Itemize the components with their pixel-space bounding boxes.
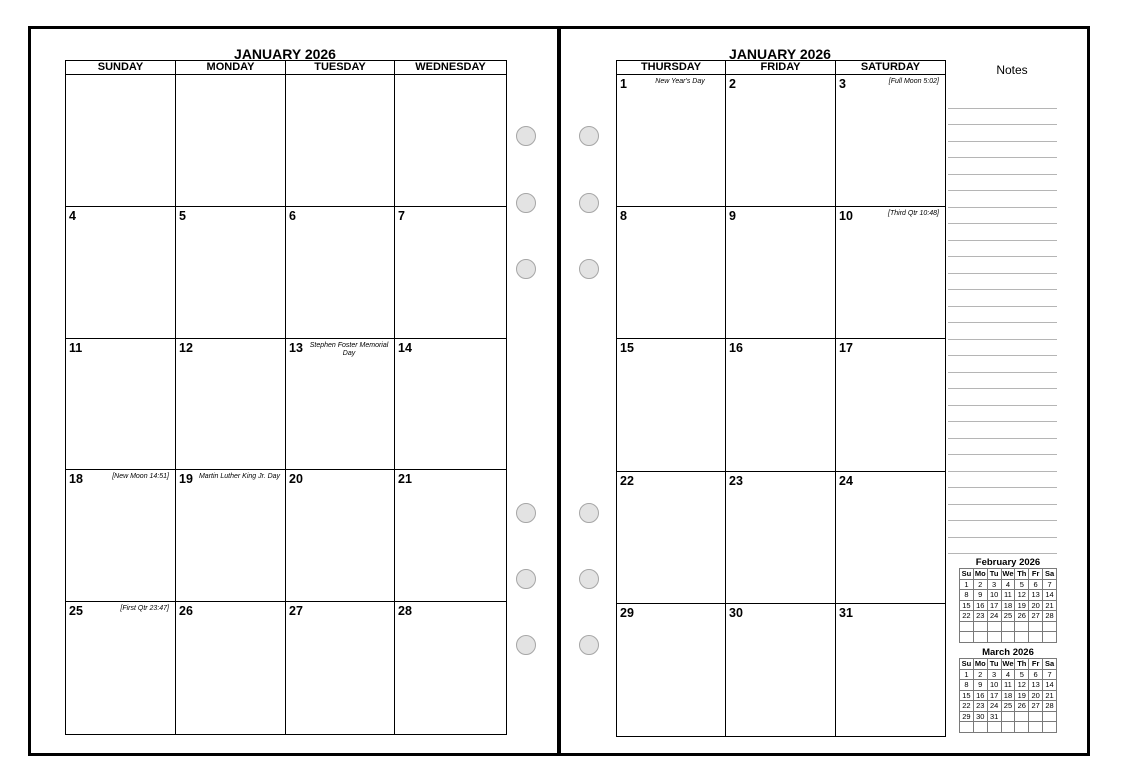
- notes-line[interactable]: [948, 158, 1057, 175]
- notes-lines: [948, 92, 1057, 554]
- notes-line[interactable]: [948, 241, 1057, 258]
- day-cell[interactable]: [726, 207, 836, 339]
- mini-day: 12: [1015, 680, 1029, 691]
- day-cell[interactable]: [66, 75, 176, 207]
- binder-hole: [579, 193, 599, 213]
- day-cell[interactable]: [286, 207, 395, 339]
- mini-weekday: Th: [1015, 569, 1029, 580]
- day-number: 21: [398, 472, 412, 487]
- day-number: 20: [289, 472, 303, 487]
- day-cell[interactable]: [176, 470, 286, 602]
- day-cell[interactable]: [395, 75, 506, 207]
- mini-day: 6: [1029, 669, 1043, 680]
- mini-day: 12: [1015, 590, 1029, 601]
- calendar-grid: [65, 60, 507, 735]
- notes-line[interactable]: [948, 521, 1057, 538]
- day-cell[interactable]: [395, 339, 506, 471]
- mini-day: 29: [960, 711, 974, 722]
- moon-phase-note: [Full Moon 5:02]: [888, 78, 939, 85]
- mini-day: 22: [960, 611, 974, 622]
- mini-day: 18: [1001, 600, 1015, 611]
- mini-day: 13: [1029, 590, 1043, 601]
- month-title: JANUARY 2026: [729, 46, 831, 62]
- notes-line[interactable]: [948, 455, 1057, 472]
- mini-day: 23: [973, 701, 987, 712]
- mini-calendar-title: February 2026: [975, 557, 1041, 568]
- day-number: 30: [729, 605, 743, 620]
- day-number: 15: [620, 341, 634, 356]
- mini-day: [973, 621, 987, 632]
- mini-day: [1001, 711, 1015, 722]
- day-number: 26: [179, 604, 193, 619]
- mini-day: 26: [1015, 701, 1029, 712]
- mini-day: 10: [987, 680, 1001, 691]
- mini-day: 21: [1043, 600, 1057, 611]
- day-number: 19: [179, 472, 193, 487]
- day-cell[interactable]: [617, 339, 726, 471]
- notes-line[interactable]: [948, 356, 1057, 373]
- mini-day: 22: [960, 701, 974, 712]
- notes-line[interactable]: [948, 389, 1057, 406]
- binder-hole: [516, 193, 536, 213]
- mini-day: 27: [1029, 701, 1043, 712]
- notes-line[interactable]: [948, 142, 1057, 159]
- day-header: MONDAY: [176, 61, 286, 75]
- day-cell[interactable]: [395, 602, 506, 734]
- mini-day: 1: [960, 579, 974, 590]
- day-cell[interactable]: [617, 75, 726, 207]
- day-cell[interactable]: [726, 339, 836, 471]
- notes-title: Notes: [996, 63, 1028, 77]
- mini-day: [1043, 632, 1057, 643]
- mini-day: 24: [987, 611, 1001, 622]
- day-cell[interactable]: [836, 207, 945, 339]
- day-number: 3: [839, 77, 846, 91]
- notes-line[interactable]: [948, 92, 1057, 109]
- day-number: 9: [729, 209, 736, 224]
- day-cell[interactable]: [66, 602, 176, 734]
- day-header: SATURDAY: [836, 61, 945, 75]
- mini-day: 5: [1015, 669, 1029, 680]
- mini-day: 13: [1029, 680, 1043, 691]
- mini-day: [1015, 722, 1029, 733]
- mini-calendar-table: [959, 658, 1057, 733]
- day-cell[interactable]: [617, 604, 726, 736]
- binder-hole: [579, 259, 599, 279]
- notes-line[interactable]: [948, 422, 1057, 439]
- holiday-label: New Year's Day: [655, 78, 705, 85]
- notes-line[interactable]: [948, 307, 1057, 324]
- day-number: 4: [69, 208, 76, 223]
- day-cell[interactable]: [176, 339, 286, 471]
- mini-day: 14: [1043, 590, 1057, 601]
- day-number: 14: [398, 340, 412, 355]
- holiday-label: Stephen Foster Memorial Day: [309, 341, 389, 357]
- mini-day: [1015, 632, 1029, 643]
- day-cell[interactable]: [617, 207, 726, 339]
- mini-day: 3: [987, 669, 1001, 680]
- mini-day: 19: [1015, 690, 1029, 701]
- mini-day: 15: [960, 600, 974, 611]
- mini-day: [1043, 711, 1057, 722]
- mini-calendar-title: March 2026: [982, 647, 1034, 658]
- mini-day: 25: [1001, 701, 1015, 712]
- mini-calendar-table: [959, 568, 1057, 643]
- binder-hole: [516, 635, 536, 655]
- mini-weekday: Sa: [1043, 569, 1057, 580]
- mini-day: [1043, 621, 1057, 632]
- holiday-label: Martin Luther King Jr. Day: [198, 473, 281, 481]
- day-cell[interactable]: [286, 75, 395, 207]
- mini-day: [1029, 711, 1043, 722]
- day-number: 24: [839, 473, 853, 488]
- mini-day: [987, 722, 1001, 733]
- binder-hole: [516, 569, 536, 589]
- notes-line[interactable]: [948, 439, 1057, 456]
- day-number: 10: [839, 209, 853, 224]
- day-number: 7: [398, 208, 405, 223]
- mini-calendar-february: [959, 557, 1057, 643]
- mini-day: 8: [960, 590, 974, 601]
- mini-weekday: We: [1002, 569, 1014, 579]
- mini-weekday: Mo: [974, 659, 986, 669]
- notes-line[interactable]: [948, 208, 1057, 225]
- mini-day: [1001, 632, 1015, 643]
- day-cell[interactable]: [176, 75, 286, 207]
- mini-day: [1001, 722, 1015, 733]
- mini-day: 23: [973, 611, 987, 622]
- mini-weekday: We: [1002, 659, 1014, 669]
- day-number: 2: [729, 77, 736, 91]
- day-number: 25: [69, 604, 83, 619]
- mini-day: 28: [1043, 611, 1057, 622]
- day-cell[interactable]: [176, 207, 286, 339]
- mini-day: 15: [960, 690, 974, 701]
- notes-line[interactable]: [948, 472, 1057, 489]
- notes-line[interactable]: [948, 340, 1057, 357]
- mini-day: 18: [1001, 690, 1015, 701]
- day-cell[interactable]: [836, 472, 945, 604]
- mini-day: [1029, 722, 1043, 733]
- day-number: 1: [620, 77, 627, 91]
- day-number: 5: [179, 208, 186, 223]
- moon-phase-note: [New Moon 14:51]: [112, 473, 169, 481]
- day-cell[interactable]: [726, 604, 836, 736]
- mini-weekday: Tu: [987, 569, 1001, 580]
- mini-day: 27: [1029, 611, 1043, 622]
- binder-hole: [516, 126, 536, 146]
- day-cell[interactable]: [286, 602, 395, 734]
- mini-day: 10: [987, 590, 1001, 601]
- mini-day: 30: [973, 711, 987, 722]
- mini-day: [1015, 621, 1029, 632]
- day-number: 6: [289, 208, 296, 223]
- day-number: 12: [179, 340, 193, 355]
- day-header: THURSDAY: [617, 61, 726, 75]
- mini-day: [973, 632, 987, 643]
- mini-calendar-march: [959, 647, 1057, 733]
- mini-day: 20: [1029, 600, 1043, 611]
- mini-day: [987, 632, 1001, 643]
- binder-hole: [579, 569, 599, 589]
- mini-day: 3: [987, 579, 1001, 590]
- notes-line[interactable]: [948, 191, 1057, 208]
- day-header: SUNDAY: [66, 61, 176, 75]
- mini-day: [1001, 621, 1015, 632]
- day-number: 18: [69, 472, 83, 487]
- mini-day: 24: [987, 701, 1001, 712]
- day-cell[interactable]: [286, 470, 395, 602]
- mini-day: 7: [1043, 579, 1057, 590]
- day-cell[interactable]: [66, 470, 176, 602]
- mini-weekday: Fr: [1029, 569, 1043, 580]
- binder-hole: [516, 503, 536, 523]
- notes-line[interactable]: [948, 538, 1057, 555]
- mini-day: 9: [973, 680, 987, 691]
- day-cell[interactable]: [726, 472, 836, 604]
- mini-day: 8: [960, 680, 974, 691]
- left-planner-page: [28, 26, 560, 756]
- mini-day: 5: [1015, 579, 1029, 590]
- day-number: 28: [398, 604, 412, 619]
- mini-day: 17: [987, 600, 1001, 611]
- mini-day: [960, 621, 974, 632]
- day-cell[interactable]: [395, 470, 506, 602]
- mini-day: [960, 722, 974, 733]
- mini-day: [987, 621, 1001, 632]
- mini-day: 1: [960, 669, 974, 680]
- mini-weekday: Su: [960, 659, 974, 670]
- right-planner-page: [558, 26, 1090, 756]
- mini-day: 28: [1043, 701, 1057, 712]
- mini-day: 25: [1001, 611, 1015, 622]
- moon-phase-note: [First Qtr 23:47]: [120, 605, 169, 613]
- binder-hole: [579, 503, 599, 523]
- day-number: 22: [620, 473, 634, 488]
- notes-line[interactable]: [948, 406, 1057, 423]
- mini-day: [1015, 711, 1029, 722]
- mini-day: 2: [973, 579, 987, 590]
- calendar-grid: [616, 60, 946, 737]
- mini-day: 16: [973, 600, 987, 611]
- binder-hole: [579, 126, 599, 146]
- notes-line[interactable]: [948, 109, 1057, 126]
- day-cell[interactable]: [836, 604, 945, 736]
- day-cell[interactable]: [66, 207, 176, 339]
- mini-day: 11: [1001, 680, 1015, 691]
- notes-line[interactable]: [948, 224, 1057, 241]
- binder-hole: [579, 635, 599, 655]
- mini-weekday: Fr: [1029, 659, 1043, 670]
- mini-day: 16: [973, 690, 987, 701]
- mini-day: [960, 632, 974, 643]
- mini-day: 6: [1029, 579, 1043, 590]
- mini-day: 21: [1043, 690, 1057, 701]
- mini-weekday: Sa: [1043, 659, 1057, 670]
- mini-day: 19: [1015, 600, 1029, 611]
- notes-line[interactable]: [948, 257, 1057, 274]
- mini-day: 7: [1043, 669, 1057, 680]
- mini-day: 4: [1001, 669, 1015, 680]
- day-number: 31: [839, 605, 853, 620]
- notes-line[interactable]: [948, 125, 1057, 142]
- mini-weekday: Th: [1015, 659, 1029, 670]
- mini-day: 9: [973, 590, 987, 601]
- mini-day: 11: [1001, 590, 1015, 601]
- notes-line[interactable]: [948, 175, 1057, 192]
- month-title: JANUARY 2026: [234, 46, 336, 62]
- notes-line[interactable]: [948, 323, 1057, 340]
- day-number: 23: [729, 473, 743, 488]
- mini-weekday: Su: [960, 569, 974, 580]
- day-header: WEDNESDAY: [395, 61, 506, 75]
- day-cell[interactable]: [395, 207, 506, 339]
- mini-weekday: Mo: [974, 569, 986, 579]
- mini-day: 14: [1043, 680, 1057, 691]
- mini-day: [1029, 621, 1043, 632]
- mini-day: [1043, 722, 1057, 733]
- mini-day: 26: [1015, 611, 1029, 622]
- mini-day: 2: [973, 669, 987, 680]
- day-number: 13: [289, 340, 303, 355]
- day-cell[interactable]: [176, 602, 286, 734]
- notes-line[interactable]: [948, 373, 1057, 390]
- day-cell[interactable]: [286, 339, 395, 471]
- mini-day: [1029, 632, 1043, 643]
- notes-line[interactable]: [948, 274, 1057, 291]
- day-number: 8: [620, 209, 627, 224]
- day-cell[interactable]: [617, 472, 726, 604]
- mini-day: 4: [1001, 579, 1015, 590]
- day-header: FRIDAY: [726, 61, 836, 75]
- day-cell[interactable]: [836, 339, 945, 471]
- mini-day: 20: [1029, 690, 1043, 701]
- mini-weekday: Tu: [987, 659, 1001, 670]
- day-cell[interactable]: [726, 75, 836, 207]
- day-number: 17: [839, 341, 853, 356]
- notes-line[interactable]: [948, 505, 1057, 522]
- mini-day: 17: [987, 690, 1001, 701]
- moon-phase-note: [Third Qtr 10:48]: [888, 210, 939, 218]
- mini-day: 31: [987, 711, 1001, 722]
- day-number: 29: [620, 605, 634, 620]
- day-number: 11: [69, 340, 83, 355]
- mini-day: [973, 722, 987, 733]
- day-header: TUESDAY: [286, 61, 395, 75]
- day-number: 27: [289, 604, 303, 619]
- notes-line[interactable]: [948, 488, 1057, 505]
- day-cell[interactable]: [836, 75, 945, 207]
- day-number: 16: [729, 341, 743, 356]
- binder-hole: [516, 259, 536, 279]
- day-cell[interactable]: [66, 339, 176, 471]
- notes-line[interactable]: [948, 290, 1057, 307]
